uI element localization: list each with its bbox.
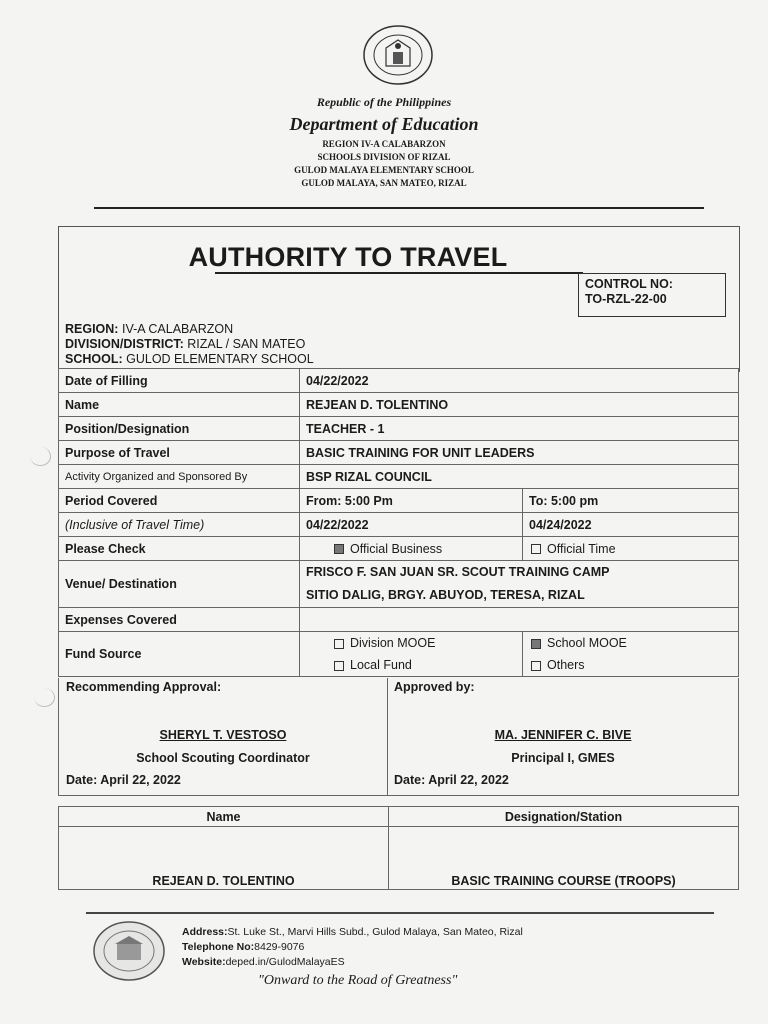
- official-time-label: Official Time: [547, 541, 616, 556]
- fund-local-option[interactable]: [334, 654, 516, 676]
- staple-mark: [30, 447, 51, 466]
- table-row: [59, 561, 739, 608]
- period-note: (Inclusive of Travel Time): [59, 513, 300, 537]
- meta-region: [65, 322, 233, 336]
- deped-seal-icon: [362, 24, 434, 86]
- control-label: CONTROL NO:: [585, 277, 673, 291]
- venue-line-2: SITIO DALIG, BRGY. ABUYOD, TERESA, RIZAL: [306, 588, 585, 602]
- period-from-date: 04/22/2022: [300, 513, 523, 537]
- checkbox-unchecked[interactable]: [531, 544, 541, 554]
- period-to-date: 04/24/2022: [523, 513, 739, 537]
- fund-others-label: Others: [547, 658, 585, 672]
- travel-form-table: [58, 368, 739, 677]
- recommending-position: School Scouting Coordinator: [136, 751, 310, 765]
- staple-mark: [34, 688, 55, 707]
- republic-line: Republic of the Philippines: [316, 95, 452, 109]
- table-header-row: [59, 807, 739, 827]
- school-logo-icon: [92, 920, 166, 982]
- footer-contact: [182, 925, 523, 970]
- column-header-designation: Designation/Station: [389, 807, 739, 827]
- table-row: [59, 393, 739, 417]
- name-value: REJEAN D. TOLENTINO: [300, 393, 739, 417]
- table-row: [59, 608, 739, 632]
- date-value: 04/22/2022: [300, 369, 739, 393]
- table-row: [59, 465, 739, 489]
- phone-label: Telephone No:: [182, 941, 255, 953]
- expenses-value: [300, 608, 739, 632]
- table-row: [59, 441, 739, 465]
- checkbox-unchecked[interactable]: [334, 639, 344, 649]
- approved-label: Approved by:: [394, 680, 475, 694]
- table-row: [59, 417, 739, 441]
- footer-divider: [86, 912, 714, 914]
- phone-value: 8429-9076: [254, 941, 305, 953]
- control-value: TO-RZL-22-00: [585, 292, 667, 306]
- school-motto: "Onward to the Road of Greatness": [258, 973, 458, 988]
- approved-date: Date: April 22, 2022: [394, 773, 509, 787]
- traveler-list-table: [58, 806, 739, 890]
- fund-options-left: [300, 632, 523, 677]
- recommending-name: SHERYL T. VESTOSO: [159, 728, 287, 742]
- fund-options-right: [523, 632, 739, 677]
- traveler-designation: BASIC TRAINING COURSE (TROOPS): [389, 827, 739, 890]
- checkbox-checked[interactable]: [334, 544, 344, 554]
- purpose-label: Purpose of Travel: [59, 441, 300, 465]
- title-underline: [215, 272, 583, 274]
- school-label: SCHOOL:: [65, 352, 123, 366]
- header-divider: [94, 207, 704, 209]
- approved-position: Principal I, GMES: [511, 751, 615, 765]
- division-line: SCHOOLS DIVISION OF RIZAL: [317, 152, 451, 162]
- school-line: GULOD MALAYA ELEMENTARY SCHOOL: [294, 165, 474, 175]
- table-row: [59, 827, 739, 890]
- checkbox-unchecked[interactable]: [531, 661, 541, 671]
- school-value: GULOD ELEMENTARY SCHOOL: [126, 352, 314, 366]
- period-label: Period Covered: [59, 489, 300, 513]
- department-line: Department of Education: [289, 114, 479, 134]
- official-time-option[interactable]: [523, 537, 739, 561]
- expenses-label: Expenses Covered: [59, 608, 300, 632]
- date-label: Date of Filling: [59, 369, 300, 393]
- approved-by: [387, 678, 739, 795]
- name-label: Name: [59, 393, 300, 417]
- table-row: [59, 369, 739, 393]
- table-row: [59, 537, 739, 561]
- approved-name: MA. JENNIFER C. BIVE: [494, 728, 632, 742]
- venue-value: [300, 561, 739, 608]
- official-business-option[interactable]: [300, 537, 523, 561]
- fund-school-label: School MOOE: [547, 636, 627, 650]
- checkbox-unchecked[interactable]: [334, 661, 344, 671]
- purpose-value: BASIC TRAINING FOR UNIT LEADERS: [300, 441, 739, 465]
- activity-label: Activity Organized and Sponsored By: [59, 465, 300, 489]
- checkbox-checked[interactable]: [531, 639, 541, 649]
- meta-division: [65, 337, 305, 351]
- fund-others-option[interactable]: [531, 654, 732, 676]
- fund-local-label: Local Fund: [350, 658, 412, 672]
- website-label: Website:: [182, 956, 226, 968]
- website-link[interactable]: deped.in/GulodMalayaES: [225, 956, 345, 968]
- recommending-approval: [59, 678, 388, 795]
- division-label: DIVISION/DISTRICT:: [65, 337, 184, 351]
- address-line: GULOD MALAYA, SAN MATEO, RIZAL: [301, 178, 467, 188]
- recommending-date: Date: April 22, 2022: [66, 773, 181, 787]
- period-to: To: 5:00 pm: [523, 489, 739, 513]
- division-value: RIZAL / SAN MATEO: [187, 337, 306, 351]
- meta-school: [65, 352, 314, 366]
- fund-label: Fund Source: [59, 632, 300, 677]
- period-from: From: 5:00 Pm: [300, 489, 523, 513]
- table-row: [59, 489, 739, 513]
- table-row: [59, 632, 739, 677]
- table-row: [59, 513, 739, 537]
- region-label: REGION:: [65, 322, 119, 336]
- document-title: AUTHORITY TO TRAVEL: [188, 242, 508, 272]
- column-header-name: Name: [59, 807, 389, 827]
- fund-school-option[interactable]: [531, 632, 732, 654]
- region-value: IV-A CALABARZON: [121, 322, 234, 336]
- venue-line-1: FRISCO F. SAN JUAN SR. SCOUT TRAINING CAMP: [306, 565, 610, 579]
- region-line: REGION IV-A CALABARZON: [322, 139, 446, 149]
- address-value: St. Luke St., Marvi Hills Subd., Gulod Malaya, San Mateo, Rizal: [227, 926, 523, 938]
- fund-division-option[interactable]: [334, 632, 516, 654]
- traveler-name: REJEAN D. TOLENTINO: [59, 827, 389, 890]
- position-value: TEACHER - 1: [300, 417, 739, 441]
- fund-division-label: Division MOOE: [350, 636, 436, 650]
- venue-label: Venue/ Destination: [59, 561, 300, 608]
- control-number-box: [578, 273, 726, 317]
- position-label: Position/Designation: [59, 417, 300, 441]
- recommending-label: Recommending Approval:: [66, 680, 222, 694]
- approval-section: [58, 678, 739, 796]
- official-business-label: Official Business: [350, 541, 443, 556]
- address-label: Address:: [182, 926, 228, 938]
- check-label: Please Check: [59, 537, 300, 561]
- activity-value: BSP RIZAL COUNCIL: [300, 465, 739, 489]
